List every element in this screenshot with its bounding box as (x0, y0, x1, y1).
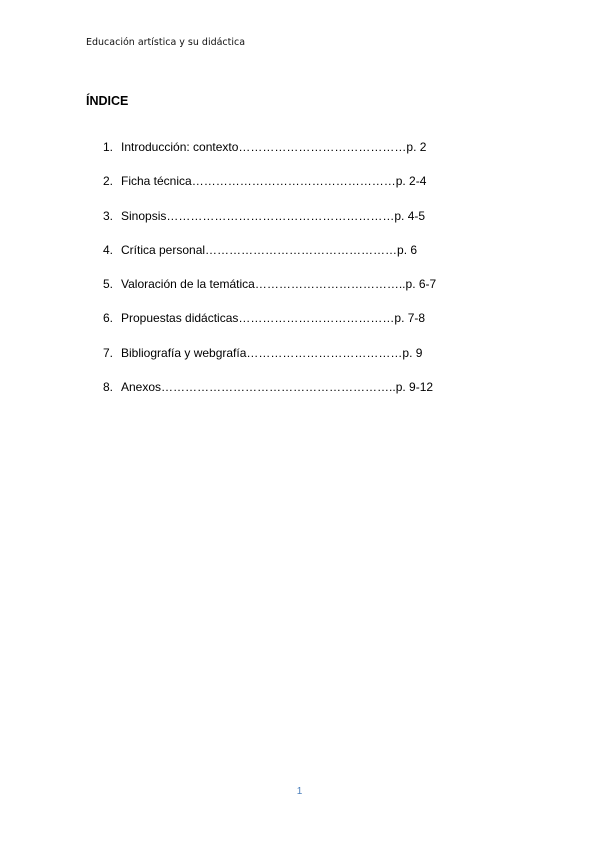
toc-entry-2 (103, 174, 436, 208)
toc-entry-number: 4. (103, 242, 114, 257)
toc-entry-text: Valoración de la temática………………………………..p. 6-7 (121, 277, 437, 292)
toc-entry-number: 3. (103, 208, 114, 223)
toc-entry-number: 1. (103, 140, 114, 154)
running-header: Educación artística y su didáctica (86, 37, 246, 48)
toc-entry-number: 6. (103, 311, 114, 326)
page-number: 1 (296, 786, 303, 797)
toc-entry-text: Bibliografía y webgrafía…………………………………p. 9 (121, 345, 423, 360)
toc-entry-number: 5. (103, 277, 114, 292)
toc-entry-text: Crítica personal…………………………………………p. 6 (121, 242, 418, 257)
toc-entry-number: 2. (103, 174, 114, 189)
toc-entry-number: 8. (103, 380, 114, 395)
toc-entry-8 (103, 380, 436, 414)
index-title: ÍNDICE (86, 94, 129, 108)
toc-entry-6 (103, 311, 436, 345)
toc-entry-number: 7. (103, 345, 114, 360)
toc-entry-3 (103, 209, 436, 243)
table-of-contents (103, 140, 436, 414)
toc-entry-text: Sinopsis…………………………………………………p. 4-5 (121, 208, 426, 223)
toc-entry-5 (103, 277, 436, 311)
toc-entry-1 (103, 140, 436, 174)
toc-entry-text: Propuestas didácticas…………………………………p. 7-8 (121, 311, 426, 326)
toc-entry-text: Ficha técnica……………………………………………p. 2-4 (121, 174, 427, 189)
toc-entry-text: Anexos…………………………………………………..p. 9-12 (121, 380, 434, 395)
toc-entry-text: Introducción: contexto……………………………………p. 2 (121, 140, 427, 154)
toc-entry-4 (103, 243, 436, 277)
toc-entry-7 (103, 346, 436, 380)
